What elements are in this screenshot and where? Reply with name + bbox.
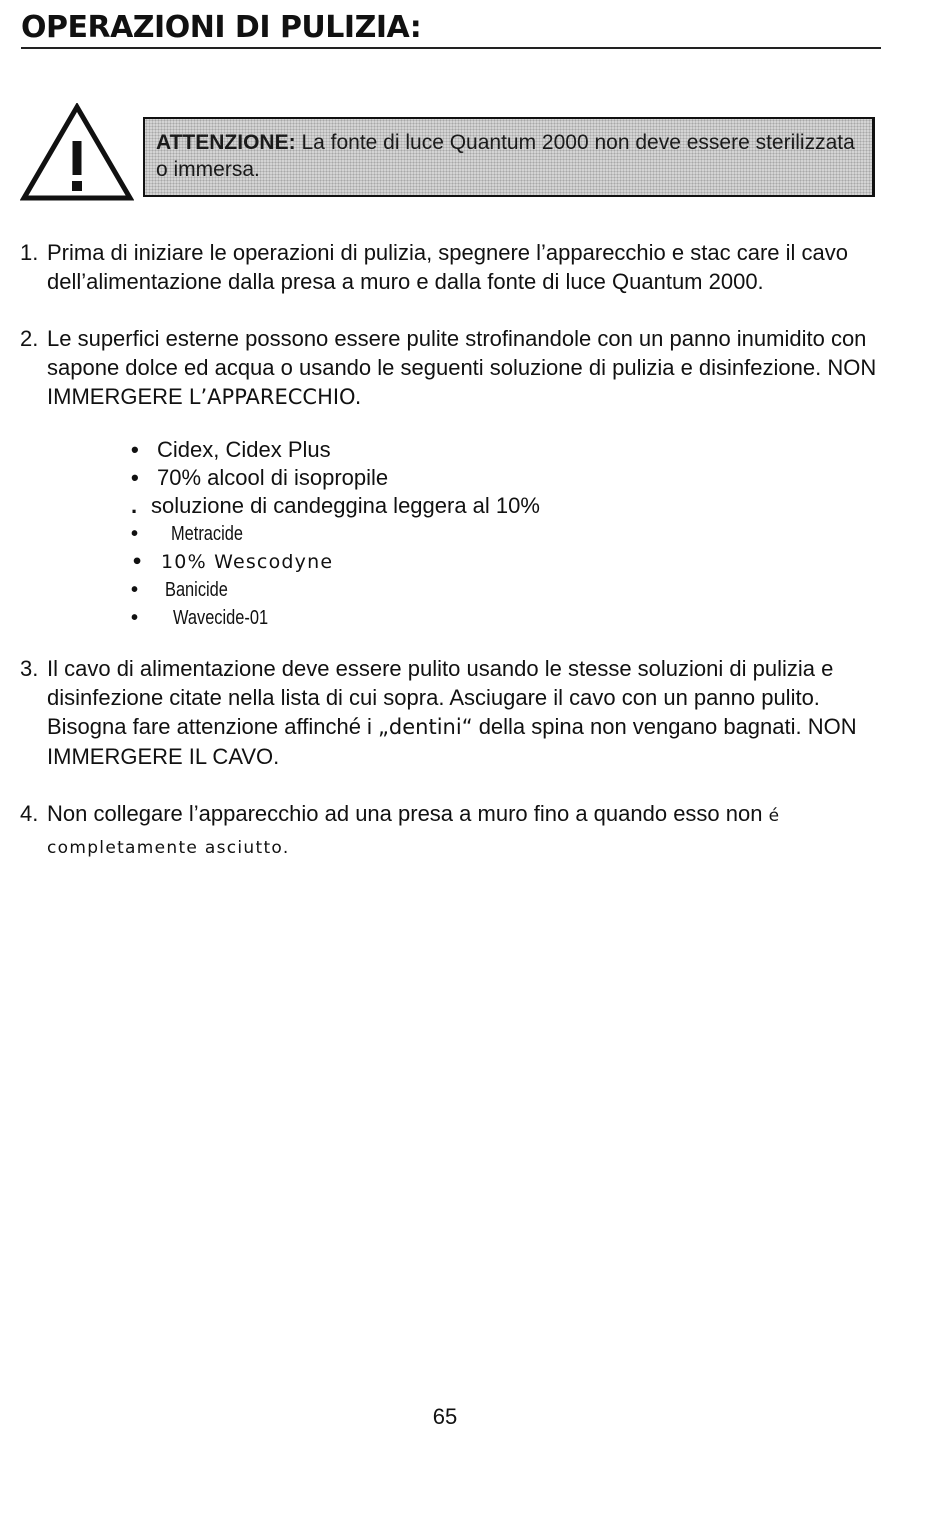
step-number: 3. xyxy=(20,656,39,681)
warning-icon xyxy=(20,103,134,201)
step-text: della spina non vengano bagnati. NON IMMERGERE IL CAVO. xyxy=(47,714,857,769)
list-item xyxy=(131,492,880,520)
step-3 xyxy=(20,654,880,771)
list-item xyxy=(131,576,880,604)
product-list xyxy=(131,436,880,632)
step-text: Prima di iniziare le operazioni di pulizia, spegnere l’apparecchio e stac care il cavo dell’alimentazione dalla presa a muro e dalla fonte di luce Quantum 2000. xyxy=(47,240,848,294)
warning-label: ATTENZIONE: xyxy=(156,131,296,154)
step-emphasis: L’APPARECCHIO. xyxy=(188,385,362,409)
bullet: • xyxy=(131,579,139,601)
product-name: Wavecide-01 xyxy=(173,607,269,629)
step-emphasis: „dentini“ xyxy=(378,715,473,739)
bullet: • xyxy=(131,607,139,629)
list-item xyxy=(131,464,880,492)
step-text: Le superfici esterne possono essere pulite strofinandole con un panno inumidito con sapone dolce ed acqua o usando le seguenti soluzione di pulizia e disinfezione. NON IMMERGERE xyxy=(47,326,877,409)
list-item xyxy=(131,436,880,464)
title-rule xyxy=(21,47,881,49)
warning-text xyxy=(156,129,872,183)
warning-message: La fonte di luce Quantum 2000 non deve essere sterilizzata o immersa. xyxy=(156,131,855,181)
product-name: soluzione di candeggina leggera al 10% xyxy=(151,493,540,518)
page-number: 65 xyxy=(432,1404,458,1429)
step-text-small: é completamente asciutto. xyxy=(47,806,781,858)
step-number: 1. xyxy=(20,240,39,265)
step-number: 4. xyxy=(20,801,39,826)
list-item xyxy=(131,604,880,632)
bullet: • xyxy=(131,465,139,490)
product-name: 70% alcool di isopropile xyxy=(157,465,389,490)
step-number: 2. xyxy=(20,326,39,351)
cleaning-steps xyxy=(20,238,880,863)
bullet: • xyxy=(131,437,139,462)
warning-box xyxy=(143,117,875,197)
page-title: OPERAZIONI DI PULIZIA: xyxy=(21,10,422,45)
list-item xyxy=(131,520,880,548)
step-4 xyxy=(20,799,880,863)
bullet: • xyxy=(131,551,145,573)
list-item xyxy=(131,548,880,576)
product-name: Cidex, Cidex Plus xyxy=(157,437,331,462)
product-name: 10% Wescodyne xyxy=(161,551,334,573)
step-1 xyxy=(20,238,880,296)
step-text: Non collegare l’apparecchio ad una presa a muro fino a quando esso non xyxy=(47,801,769,826)
step-text: Il cavo di alimentazione deve essere pulito usando le stesse soluzioni di pulizia e disinfezione citate nella lista di cui sopra. Asciugare il cavo con un panno pulito. Bisogna fare attenzione affinché i xyxy=(47,656,834,739)
product-name: Banicide xyxy=(165,579,228,601)
product-name: Metracide xyxy=(171,523,244,545)
bullet: • xyxy=(131,523,139,545)
step-2 xyxy=(20,324,880,632)
bullet: . xyxy=(131,493,138,518)
